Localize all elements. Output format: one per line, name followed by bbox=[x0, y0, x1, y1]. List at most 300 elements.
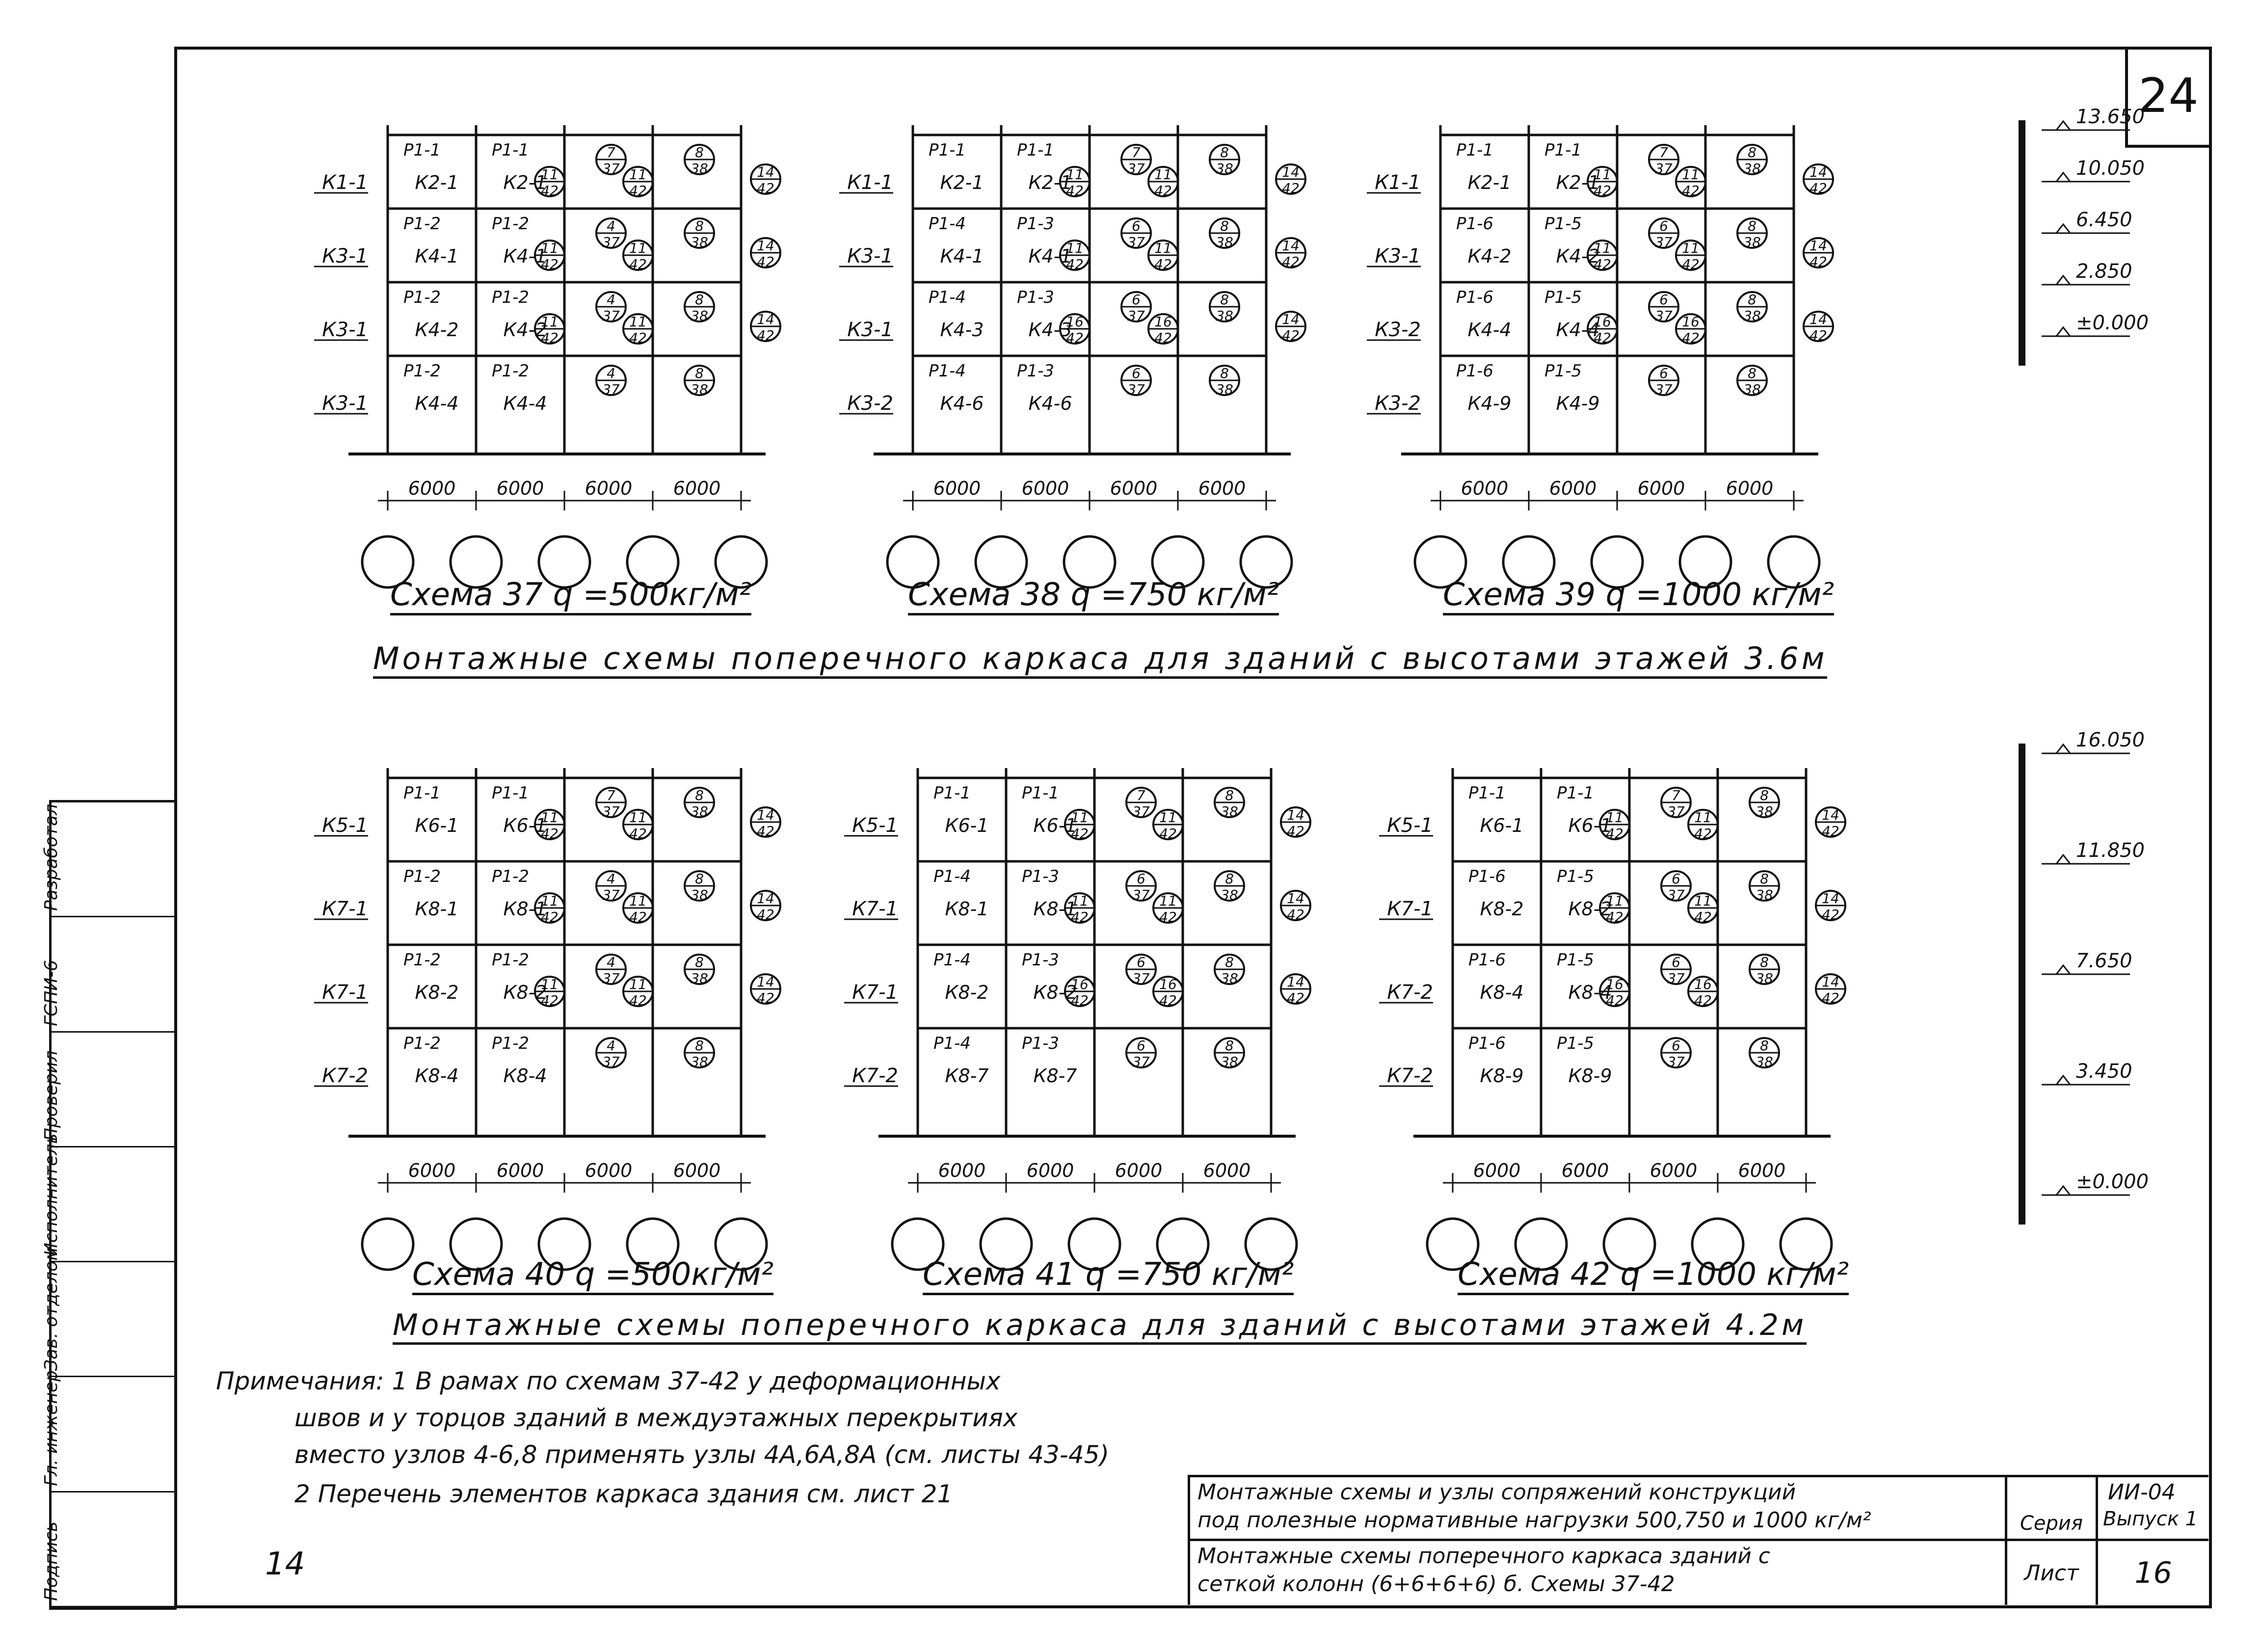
top-node-e-top: 14 bbox=[757, 238, 774, 254]
top-node-d-bottom: 38 bbox=[1743, 234, 1761, 250]
bottom-node-a-top: 11 bbox=[1606, 809, 1623, 826]
bottom-col-mark: К7-1 bbox=[322, 981, 368, 1004]
top-node-b-top: 7 bbox=[607, 144, 615, 160]
caption-40: Схема 40 q =500кг/м² bbox=[412, 1256, 773, 1295]
note-line-2: швов и у торцов зданий в междуэтажных перекрытиях bbox=[294, 1404, 1018, 1432]
top-level-marker bbox=[2056, 224, 2070, 233]
bottom-node-b-bottom: 37 bbox=[1132, 887, 1150, 903]
top-node-e-bottom: 42 bbox=[1809, 327, 1827, 344]
bottom-node-d-bottom: 38 bbox=[691, 970, 708, 986]
top-column-label-2: К2-1 bbox=[1028, 172, 1072, 193]
top-ригель-1: Р1-4 bbox=[928, 214, 966, 234]
bottom-node-a-top: 11 bbox=[541, 809, 559, 826]
top-node-a-bottom: 42 bbox=[541, 256, 559, 272]
bottom-node-a-bottom: 42 bbox=[1071, 909, 1089, 925]
bottom-span-label: 6000 bbox=[673, 1160, 721, 1181]
bottom-node-c-bottom: 42 bbox=[1694, 909, 1712, 925]
bottom-col-mark: К7-1 bbox=[852, 981, 898, 1004]
bottom-node-e-top: 14 bbox=[1287, 807, 1304, 823]
bottom-node-e-bottom: 42 bbox=[1822, 990, 1839, 1006]
top-column-label-2: К4-4 bbox=[1556, 319, 1600, 341]
top-node-c-top: 11 bbox=[1154, 166, 1172, 183]
top-node-b-top: 6 bbox=[1659, 365, 1668, 381]
bottom-ригель-1: Р1-6 bbox=[1468, 867, 1506, 886]
top-node-e-top: 14 bbox=[757, 311, 774, 327]
top-column-label-1: К4-1 bbox=[415, 245, 459, 267]
bottom-node-a-bottom: 42 bbox=[541, 826, 559, 842]
bottom-col-mark: К5-1 bbox=[1387, 814, 1433, 837]
bottom-column-label-2: К8-2 bbox=[1568, 898, 1612, 920]
note-line-1: Примечания: 1 В рамах по схемам 37-42 у деформационных bbox=[216, 1367, 1001, 1395]
bottom-node-b-top: 6 bbox=[1672, 1038, 1680, 1054]
top-column-label-2: К2-1 bbox=[1556, 172, 1600, 193]
bottom-node-d-bottom: 38 bbox=[1221, 970, 1238, 986]
top-node-b-bottom: 37 bbox=[1127, 308, 1145, 324]
bottom-node-d-top: 8 bbox=[1225, 954, 1234, 970]
bottom-column-label-1: К8-4 bbox=[415, 1065, 459, 1087]
top-node-e-bottom: 42 bbox=[757, 180, 774, 196]
top-node-e-bottom: 42 bbox=[1282, 254, 1300, 270]
top-node-c-bottom: 42 bbox=[629, 183, 647, 199]
bottom-ригель-1: Р1-4 bbox=[933, 1034, 971, 1053]
stamp-cell-label: Гл. инженер bbox=[41, 1370, 61, 1486]
bottom-node-b-top: 6 bbox=[1137, 871, 1145, 887]
top-node-e-top: 14 bbox=[1282, 164, 1300, 180]
title-line-1: Монтажные схемы и узлы сопряжений конструкций bbox=[1197, 1480, 1796, 1505]
list-value: 16 bbox=[2134, 1556, 2172, 1590]
top-column-label-2: К4-6 bbox=[1028, 393, 1072, 414]
top-column-label-2: К4-9 bbox=[1556, 393, 1600, 414]
bottom-node-c-bottom: 42 bbox=[629, 826, 647, 842]
bottom-ригель-1: Р1-6 bbox=[1468, 1034, 1506, 1053]
stamp-cell-label: Разработал bbox=[41, 804, 61, 911]
bottom-node-e-bottom: 42 bbox=[1822, 906, 1839, 923]
bottom-node-a-bottom: 42 bbox=[1071, 826, 1089, 842]
bottom-node-b-top: 6 bbox=[1672, 954, 1680, 970]
top-node-e-bottom: 42 bbox=[1809, 180, 1827, 196]
bottom-node-a-top: 11 bbox=[1071, 893, 1089, 909]
top-node-e-top: 14 bbox=[1809, 164, 1827, 180]
top-node-d-top: 8 bbox=[1748, 365, 1756, 381]
top-level-label: 13.650 bbox=[2076, 106, 2145, 128]
top-col-mark: К3-1 bbox=[322, 245, 368, 267]
top-node-d-top: 8 bbox=[695, 292, 704, 308]
top-node-c-top: 11 bbox=[1682, 240, 1700, 256]
bottom-span-label: 6000 bbox=[1738, 1160, 1786, 1181]
stamp-cell-label: Подпись bbox=[41, 1521, 61, 1601]
stamp-cell-label: Проверил bbox=[41, 1050, 61, 1141]
bottom-node-d-bottom: 38 bbox=[1756, 970, 1773, 986]
top-node-d-top: 8 bbox=[1220, 292, 1229, 308]
bottom-column-label-2: К8-4 bbox=[1568, 982, 1612, 1003]
bottom-node-c-top: 11 bbox=[629, 976, 647, 992]
bottom-node-c-bottom: 42 bbox=[1694, 826, 1712, 842]
top-node-d-bottom: 38 bbox=[1216, 160, 1233, 177]
bottom-node-e-bottom: 42 bbox=[757, 990, 774, 1006]
top-node-a-top: 11 bbox=[1594, 166, 1611, 183]
bottom-node-b-bottom: 37 bbox=[1667, 803, 1685, 820]
top-ригель-2: Р1-5 bbox=[1544, 361, 1582, 381]
bottom-node-b-bottom: 37 bbox=[1667, 887, 1685, 903]
top-ригель-2: Р1-5 bbox=[1544, 288, 1582, 307]
caption-41: Схема 41 q =750 кг/м² bbox=[923, 1256, 1294, 1295]
top-node-a-bottom: 42 bbox=[541, 330, 559, 346]
top-node-d-bottom: 38 bbox=[1743, 381, 1761, 398]
bottom-ригель-1: Р1-2 bbox=[403, 1034, 441, 1053]
bottom-column-label-1: К8-4 bbox=[1480, 982, 1524, 1003]
top-col-mark: К3-1 bbox=[322, 319, 368, 341]
top-node-b-bottom: 37 bbox=[1127, 234, 1145, 250]
bottom-node-c-top: 11 bbox=[1159, 809, 1177, 826]
top-node-b-bottom: 37 bbox=[602, 234, 620, 250]
bottom-node-d-bottom: 38 bbox=[691, 887, 708, 903]
top-node-c-bottom: 42 bbox=[1154, 256, 1172, 272]
top-node-a-bottom: 42 bbox=[541, 183, 559, 199]
bottom-ригель-2: Р1-1 bbox=[491, 783, 530, 803]
top-node-b-top: 6 bbox=[1132, 365, 1141, 381]
bottom-ригель-1: Р1-4 bbox=[933, 950, 971, 970]
top-node-a-top: 11 bbox=[541, 240, 559, 256]
bottom-axis-circle bbox=[362, 1219, 413, 1270]
bottom-col-mark: К7-1 bbox=[852, 898, 898, 920]
bottom-node-b-bottom: 37 bbox=[1132, 1054, 1150, 1070]
bottom-node-e-top: 14 bbox=[1287, 974, 1304, 990]
top-node-a-bottom: 42 bbox=[1594, 256, 1611, 272]
top-column-label-1: К2-1 bbox=[940, 172, 984, 193]
bottom-column-label-2: К8-2 bbox=[1033, 982, 1077, 1003]
bottom-node-e-top: 14 bbox=[1287, 890, 1304, 906]
bottom-col-mark: К7-2 bbox=[852, 1065, 898, 1087]
bottom-scheme-0 bbox=[314, 768, 780, 1270]
top-node-e-bottom: 42 bbox=[757, 254, 774, 270]
top-col-mark: К3-1 bbox=[322, 392, 368, 415]
bottom-node-b-top: 4 bbox=[607, 954, 615, 970]
top-node-e-bottom: 42 bbox=[1282, 180, 1300, 196]
top-span-label: 6000 bbox=[1198, 478, 1246, 499]
top-node-b-top: 4 bbox=[607, 218, 615, 234]
bottom-node-b-bottom: 37 bbox=[1667, 970, 1685, 986]
bottom-node-d-bottom: 38 bbox=[1756, 1054, 1773, 1070]
top-column-label-2: К4-3 bbox=[1028, 319, 1072, 341]
bottom-ригель-1: Р1-1 bbox=[933, 783, 971, 803]
top-col-mark: К3-2 bbox=[1375, 392, 1421, 415]
bottom-node-b-top: 6 bbox=[1137, 954, 1145, 970]
bottom-node-c-top: 11 bbox=[1694, 893, 1712, 909]
bottom-node-e-bottom: 42 bbox=[1822, 823, 1839, 839]
bottom-col-mark: К7-1 bbox=[1387, 898, 1433, 920]
bottom-node-c-bottom: 42 bbox=[629, 992, 647, 1009]
bottom-node-d-top: 8 bbox=[695, 787, 704, 803]
top-node-b-bottom: 37 bbox=[602, 308, 620, 324]
bottom-level-marker bbox=[2056, 1186, 2070, 1195]
top-node-e-bottom: 42 bbox=[1282, 327, 1300, 344]
bottom-node-d-bottom: 38 bbox=[1221, 803, 1238, 820]
top-col-mark: К1-1 bbox=[322, 171, 368, 194]
bottom-node-b-bottom: 37 bbox=[602, 887, 620, 903]
bottom-node-a-bottom: 42 bbox=[1606, 909, 1623, 925]
bottom-col-mark: К5-1 bbox=[322, 814, 368, 837]
top-node-c-bottom: 42 bbox=[629, 330, 647, 346]
top-node-e-top: 14 bbox=[1809, 311, 1827, 327]
bottom-column-label-2: К6-1 bbox=[1033, 815, 1077, 836]
top-node-c-bottom: 42 bbox=[1154, 183, 1172, 199]
bottom-node-d-top: 8 bbox=[1760, 1038, 1769, 1054]
top-node-d-top: 8 bbox=[1220, 365, 1229, 381]
bottom-node-c-top: 11 bbox=[1694, 809, 1712, 826]
title-line-3: Монтажные схемы поперечного каркаса зданий с bbox=[1197, 1544, 1770, 1569]
bottom-node-d-top: 8 bbox=[1225, 787, 1234, 803]
bottom-node-d-bottom: 38 bbox=[1221, 1054, 1238, 1070]
top-node-a-bottom: 42 bbox=[1066, 183, 1084, 199]
bottom-node-a-top: 11 bbox=[541, 976, 559, 992]
top-node-e-top: 14 bbox=[1809, 238, 1827, 254]
caption-38: Схема 38 q =750 кг/м² bbox=[908, 577, 1279, 615]
top-node-c-bottom: 42 bbox=[1682, 183, 1700, 199]
top-node-d-bottom: 38 bbox=[1216, 308, 1233, 324]
bottom-node-e-top: 14 bbox=[1822, 807, 1839, 823]
bottom-level-marker bbox=[2056, 855, 2070, 864]
bottom-span-label: 6000 bbox=[496, 1160, 544, 1181]
top-node-a-top: 16 bbox=[1594, 314, 1611, 330]
bottom-ригель-2: Р1-5 bbox=[1556, 950, 1595, 970]
top-ригель-1: Р1-6 bbox=[1456, 214, 1494, 234]
top-ригель-1: Р1-1 bbox=[403, 140, 441, 160]
top-node-b-bottom: 37 bbox=[1655, 234, 1673, 250]
bottom-node-d-top: 8 bbox=[1225, 871, 1234, 887]
bottom-column-label-2: К8-1 bbox=[503, 898, 547, 920]
bottom-node-b-bottom: 37 bbox=[1667, 1054, 1685, 1070]
top-node-d-bottom: 38 bbox=[691, 234, 708, 250]
top-column-label-1: К4-3 bbox=[940, 319, 984, 341]
bottom-node-d-top: 8 bbox=[695, 954, 704, 970]
top-span-label: 6000 bbox=[1726, 478, 1774, 499]
top-node-d-top: 8 bbox=[1748, 144, 1756, 160]
top-col-mark: К3-1 bbox=[1375, 245, 1421, 267]
bottom-node-d-bottom: 38 bbox=[1221, 887, 1238, 903]
bottom-column-label-2: К8-7 bbox=[1033, 1065, 1077, 1087]
bottom-node-c-top: 11 bbox=[629, 893, 647, 909]
bottom-node-a-top: 11 bbox=[1071, 809, 1089, 826]
top-node-b-top: 6 bbox=[1132, 218, 1141, 234]
top-ригель-2: Р1-1 bbox=[491, 140, 530, 160]
title-block bbox=[1188, 1475, 2208, 1605]
top-ригель-2: Р1-1 bbox=[1016, 140, 1055, 160]
bottom-column-label-1: К8-7 bbox=[945, 1065, 989, 1087]
bottom-column-label-1: К6-1 bbox=[1480, 815, 1524, 836]
bottom-scheme-2 bbox=[1379, 768, 1845, 1270]
top-span-label: 6000 bbox=[1110, 478, 1158, 499]
bottom-level-label: 3.450 bbox=[2076, 1060, 2132, 1083]
bottom-col-mark: К7-2 bbox=[322, 1065, 368, 1087]
top-column-label-2: К4-1 bbox=[1028, 245, 1072, 267]
seria-label: Серия bbox=[2020, 1512, 2083, 1535]
top-node-d-bottom: 38 bbox=[1216, 381, 1233, 398]
top-node-d-bottom: 38 bbox=[691, 160, 708, 177]
top-col-mark: К3-2 bbox=[847, 392, 893, 415]
top-level-label: 6.450 bbox=[2076, 209, 2132, 231]
bottom-span-label: 6000 bbox=[938, 1160, 986, 1181]
bottom-node-c-top: 16 bbox=[1159, 976, 1177, 992]
top-ригель-2: Р1-5 bbox=[1544, 214, 1582, 234]
bottom-node-c-bottom: 42 bbox=[629, 909, 647, 925]
bottom-ригель-1: Р1-1 bbox=[1468, 783, 1506, 803]
top-node-b-bottom: 37 bbox=[1127, 381, 1145, 398]
top-node-a-bottom: 42 bbox=[1594, 183, 1611, 199]
top-column-label-2: К2-1 bbox=[503, 172, 547, 193]
bottom-node-b-top: 4 bbox=[607, 871, 615, 887]
bottom-ригель-2: Р1-3 bbox=[1021, 867, 1060, 886]
top-ригель-1: Р1-2 bbox=[403, 288, 441, 307]
top-node-e-top: 14 bbox=[757, 164, 774, 180]
top-col-mark: К3-1 bbox=[847, 319, 893, 341]
top-node-a-bottom: 42 bbox=[1594, 330, 1611, 346]
top-node-e-bottom: 42 bbox=[1809, 254, 1827, 270]
bottom-node-c-bottom: 42 bbox=[1159, 826, 1177, 842]
top-node-d-bottom: 38 bbox=[691, 308, 708, 324]
bottom-node-a-bottom: 42 bbox=[541, 909, 559, 925]
bottom-col-mark: К7-2 bbox=[1387, 1065, 1433, 1087]
top-column-label-2: К4-1 bbox=[503, 245, 547, 267]
stamp-cell-label: ГСПИ-6 bbox=[41, 959, 61, 1026]
bottom-node-b-top: 4 bbox=[607, 1038, 615, 1054]
seria-value-2: Выпуск 1 bbox=[2103, 1508, 2198, 1530]
top-node-a-top: 11 bbox=[1594, 240, 1611, 256]
top-column-label-1: К2-1 bbox=[415, 172, 459, 193]
top-span-label: 6000 bbox=[933, 478, 981, 499]
caption-39: Схема 39 q =1000 кг/м² bbox=[1443, 577, 1834, 615]
bottom-span-label: 6000 bbox=[1115, 1160, 1163, 1181]
bottom-node-e-bottom: 42 bbox=[1287, 823, 1304, 839]
stamp-cell-label: Исполнитель bbox=[41, 1133, 61, 1256]
caption-37: Схема 37 q =500кг/м² bbox=[390, 577, 751, 615]
bottom-node-b-bottom: 37 bbox=[602, 970, 620, 986]
bottom-node-c-bottom: 42 bbox=[1159, 909, 1177, 925]
page-number-left: 14 bbox=[265, 1546, 305, 1582]
top-column-label-1: К4-4 bbox=[415, 393, 459, 414]
bottom-ригель-2: Р1-1 bbox=[1021, 783, 1060, 803]
bottom-column-label-1: К8-2 bbox=[945, 982, 989, 1003]
bottom-ригель-1: Р1-1 bbox=[403, 783, 441, 803]
top-node-e-top: 14 bbox=[1282, 238, 1300, 254]
bottom-node-a-bottom: 42 bbox=[1606, 992, 1623, 1009]
top-node-b-top: 6 bbox=[1659, 218, 1668, 234]
bottom-ригель-1: Р1-2 bbox=[403, 950, 441, 970]
bottom-column-label-1: К6-1 bbox=[415, 815, 459, 836]
bottom-node-e-bottom: 42 bbox=[1287, 906, 1304, 923]
bottom-node-b-top: 7 bbox=[1137, 787, 1145, 803]
top-ригель-2: Р1-2 bbox=[491, 214, 530, 234]
top-ригель-1: Р1-4 bbox=[928, 288, 966, 307]
top-node-a-bottom: 42 bbox=[1066, 256, 1084, 272]
bottom-node-a-top: 16 bbox=[1606, 976, 1623, 992]
bottom-node-c-top: 11 bbox=[1159, 893, 1177, 909]
bottom-node-b-bottom: 37 bbox=[1132, 970, 1150, 986]
top-node-d-bottom: 38 bbox=[1216, 234, 1233, 250]
top-column-label-2: К4-2 bbox=[503, 319, 547, 341]
top-column-label-1: К4-6 bbox=[940, 393, 984, 414]
top-node-c-top: 11 bbox=[629, 240, 647, 256]
bottom-column-label-1: К8-1 bbox=[945, 898, 989, 920]
bottom-column-label-2: К6-1 bbox=[503, 815, 547, 836]
top-node-b-top: 6 bbox=[1132, 292, 1141, 308]
top-col-mark: К3-1 bbox=[847, 245, 893, 267]
top-node-c-bottom: 42 bbox=[1682, 330, 1700, 346]
top-level-marker bbox=[2056, 327, 2070, 336]
top-level-label: 10.050 bbox=[2076, 157, 2145, 180]
top-node-c-top: 16 bbox=[1154, 314, 1172, 330]
top-node-b-top: 7 bbox=[1132, 144, 1141, 160]
top-level-label: ±0.000 bbox=[2076, 312, 2149, 334]
bottom-level-label: 16.050 bbox=[2076, 729, 2145, 751]
top-node-d-top: 8 bbox=[1748, 218, 1756, 234]
bottom-node-b-top: 7 bbox=[1672, 787, 1680, 803]
top-node-d-bottom: 38 bbox=[691, 381, 708, 398]
bottom-level-marker bbox=[2056, 965, 2070, 974]
top-node-a-top: 16 bbox=[1066, 314, 1084, 330]
bottom-column-label-2: К8-4 bbox=[503, 1065, 547, 1087]
bottom-node-d-bottom: 38 bbox=[1756, 803, 1773, 820]
top-ригель-2: Р1-3 bbox=[1016, 288, 1055, 307]
bottom-ригель-2: Р1-5 bbox=[1556, 1034, 1595, 1053]
bottom-node-e-bottom: 42 bbox=[757, 906, 774, 923]
top-ригель-1: Р1-1 bbox=[1456, 140, 1494, 160]
bottom-node-e-bottom: 42 bbox=[757, 823, 774, 839]
top-ригель-1: Р1-4 bbox=[928, 361, 966, 381]
bottom-col-mark: К5-1 bbox=[852, 814, 898, 837]
bottom-ригель-1: Р1-4 bbox=[933, 867, 971, 886]
bottom-column-label-1: К8-2 bbox=[1480, 898, 1524, 920]
bottom-span-label: 6000 bbox=[1026, 1160, 1074, 1181]
top-column-label-1: К4-1 bbox=[940, 245, 984, 267]
top-column-label-1: К4-9 bbox=[1467, 393, 1512, 414]
bottom-level-label: 7.650 bbox=[2076, 950, 2132, 972]
top-ригель-2: Р1-1 bbox=[1544, 140, 1582, 160]
top-node-b-top: 6 bbox=[1659, 292, 1668, 308]
top-level-marker bbox=[2056, 276, 2070, 285]
top-col-mark: К3-2 bbox=[1375, 319, 1421, 341]
bottom-node-d-bottom: 38 bbox=[691, 1054, 708, 1070]
bottom-node-d-top: 8 bbox=[1225, 1038, 1234, 1054]
top-node-d-top: 8 bbox=[1220, 218, 1229, 234]
bottom-level-label: 11.850 bbox=[2076, 839, 2145, 862]
bottom-ригель-2: Р1-2 bbox=[491, 1034, 530, 1053]
title-line-4: сеткой колонн (6+6+6+6) б. Схемы 37-42 bbox=[1197, 1572, 1675, 1597]
top-span-label: 6000 bbox=[1549, 478, 1597, 499]
top-col-mark: К1-1 bbox=[847, 171, 893, 194]
top-node-b-bottom: 37 bbox=[1655, 381, 1673, 398]
top-scheme-2 bbox=[1367, 125, 1833, 587]
caption-42: Схема 42 q =1000 кг/м² bbox=[1458, 1256, 1849, 1295]
top-level-marker bbox=[2056, 121, 2070, 130]
top-span-label: 6000 bbox=[585, 478, 633, 499]
top-node-c-top: 16 bbox=[1682, 314, 1700, 330]
top-span-label: 6000 bbox=[496, 478, 544, 499]
list-label: Лист bbox=[2024, 1560, 2079, 1586]
bottom-node-b-bottom: 37 bbox=[1132, 803, 1150, 820]
top-node-a-bottom: 42 bbox=[1066, 330, 1084, 346]
top-node-d-top: 8 bbox=[695, 218, 704, 234]
top-node-b-top: 7 bbox=[1659, 144, 1668, 160]
bottom-node-a-bottom: 42 bbox=[541, 992, 559, 1009]
top-level-marker bbox=[2056, 173, 2070, 182]
stamp-cell-label: Зав. отделом bbox=[41, 1247, 61, 1371]
top-span-label: 6000 bbox=[1637, 478, 1685, 499]
top-node-b-top: 4 bbox=[607, 292, 615, 308]
bottom-node-e-top: 14 bbox=[1822, 974, 1839, 990]
top-node-c-bottom: 42 bbox=[1682, 256, 1700, 272]
bottom-column-label-2: К8-9 bbox=[1568, 1065, 1612, 1087]
bottom-level-label: ±0.000 bbox=[2076, 1171, 2149, 1193]
